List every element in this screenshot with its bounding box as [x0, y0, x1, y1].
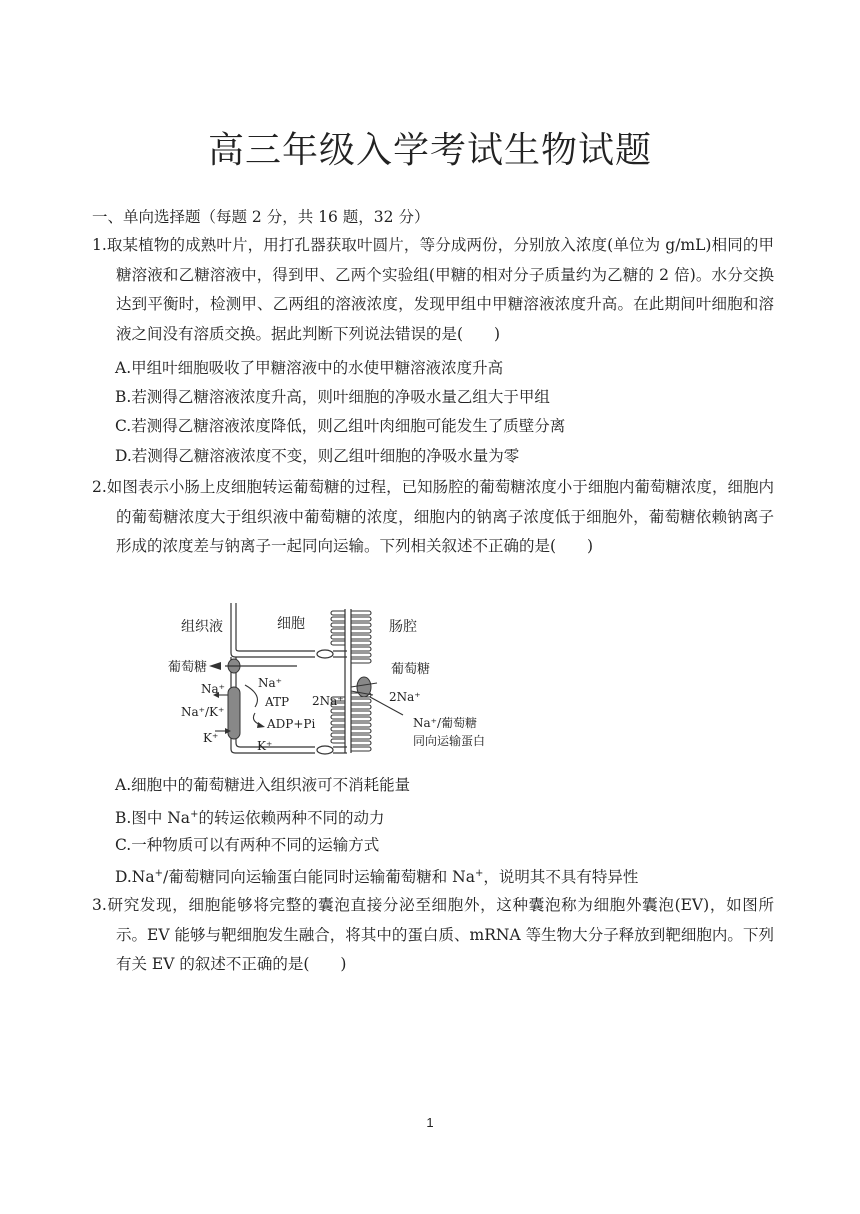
- question-3: [92, 891, 774, 980]
- label-glucose-left: 葡萄糖: [168, 660, 208, 675]
- section-heading: 一、单向选择题（每题 2 分，共 16 题，32 分）: [92, 208, 430, 226]
- label-carrier-2: 同向运输蛋白: [413, 734, 486, 748]
- label-lumen: 肠腔: [389, 619, 417, 635]
- q2-option-c: C.一种物质可以有两种不同的运输方式: [115, 836, 380, 854]
- question-2-stem: 2.如图表示小肠上皮细胞转运葡萄糖的过程，已知肠腔的葡萄糖浓度小于细胞内葡萄糖浓度，细胞内的葡萄糖浓度大于组织液中葡萄糖的浓度，细胞内的钠离子浓度低于细胞外，葡萄糖依赖钠离子形成的浓度差与钠离子一起同向运输。下列相关叙述不正确的是( ): [92, 478, 774, 555]
- question-1: [92, 231, 774, 349]
- q1-option-d: D.若测得乙糖溶液浓度不变，则乙组叶细胞的净吸水量为零: [115, 447, 520, 465]
- page-number: 1: [426, 1115, 434, 1130]
- label-na-left: Na⁺: [201, 682, 225, 696]
- glucose-transport-diagram: [165, 603, 510, 758]
- label-carrier-1: Na⁺/葡萄糖: [413, 716, 478, 730]
- label-cell: 细胞: [277, 616, 305, 632]
- q1-option-a: A.甲组叶细胞吸收了甲糖溶液中的水使甲糖溶液浓度升高: [115, 359, 504, 377]
- label-glucose-right: 葡萄糖: [391, 662, 431, 677]
- q1-option-b: B.若测得乙糖溶液浓度升高，则叶细胞的净吸水量乙组大于甲组: [115, 388, 550, 406]
- q2-option-b: B.图中 Na+的转运依赖两种不同的动力: [115, 809, 385, 828]
- q2-option-d: D.Na+/葡萄糖同向运输蛋白能同时运输葡萄糖和 Na+，说明其不具有特异性: [115, 868, 639, 887]
- label-2na-in: 2Na⁺: [312, 694, 344, 708]
- label-tissue-fluid: 组织液: [181, 619, 223, 635]
- label-atp: ATP: [265, 695, 290, 709]
- question-2: [92, 473, 774, 562]
- q1-option-c: C.若测得乙糖溶液浓度降低，则乙组叶肉细胞可能发生了质壁分离: [115, 417, 566, 435]
- label-na-k: Na⁺/K⁺: [181, 705, 225, 719]
- label-k-in: K⁺: [257, 739, 273, 753]
- label-na-in: Na⁺: [258, 676, 282, 690]
- label-k-left: K⁺: [203, 731, 219, 745]
- q2-option-a: A.细胞中的葡萄糖进入组织液可不消耗能量: [115, 776, 411, 794]
- question-3-stem: 3.研究发现，细胞能够将完整的囊泡直接分泌至细胞外，这种囊泡称为细胞外囊泡(EV)，如图所示。EV 能够与靶细胞发生融合，将其中的蛋白质、mRNA 等生物大分子释放到靶细胞内。下列有关 EV 的叙述不正确的是( ): [92, 896, 774, 973]
- page-title: 高三年级入学考试生物试题: [207, 130, 652, 171]
- question-1-stem: 1.取某植物的成熟叶片，用打孔器获取叶圆片，等分成两份，分别放入浓度(单位为 g/mL)相同的甲糖溶液和乙糖溶液中，得到甲、乙两个实验组(甲糖的相对分子质量约为乙糖的 2 倍)。水分交换达到平衡时，检测甲、乙两组的溶液浓度，发现甲组中甲糖溶液浓度升高。在此期间叶细胞和溶液之间没有溶质交换。据此判断下列说法错误的是( ): [92, 236, 774, 343]
- label-adp: ADP+Pi: [267, 717, 316, 731]
- label-2na-out: 2Na⁺: [389, 690, 421, 704]
